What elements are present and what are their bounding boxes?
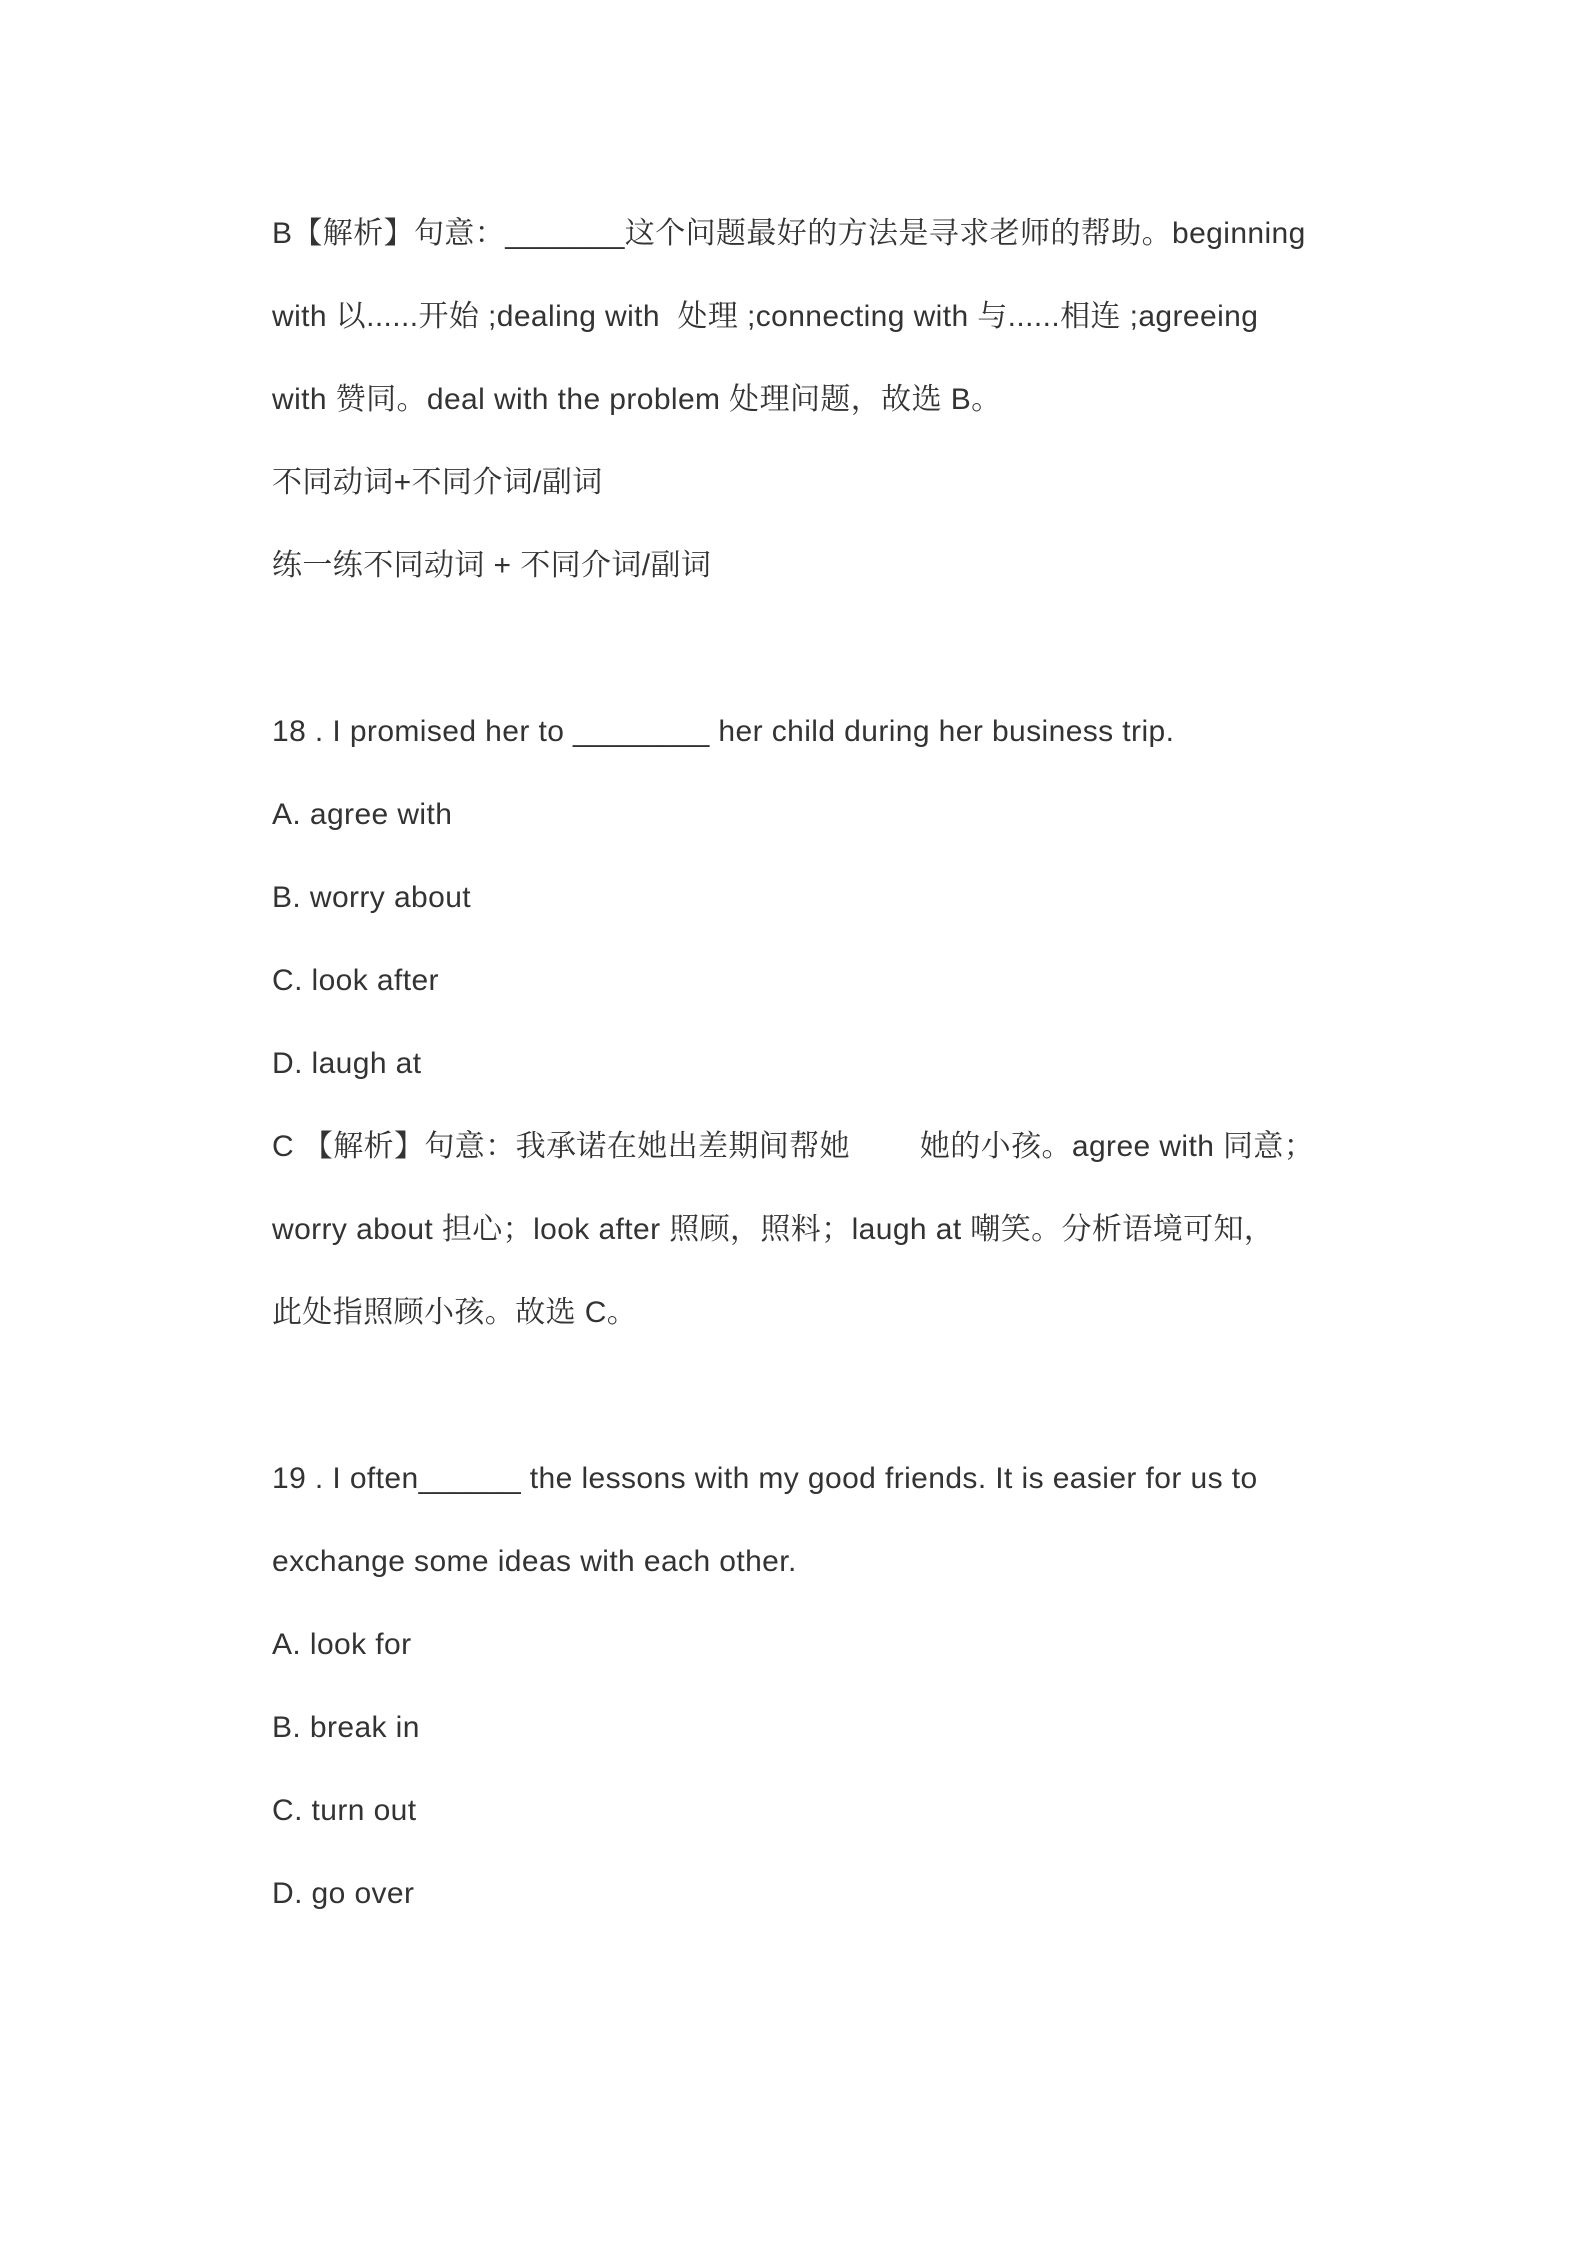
section-heading: 不同动词+不同介词/副词: [272, 466, 603, 499]
blank-line: [272, 1354, 1587, 1437]
answer-option-b: B. break in: [272, 1711, 420, 1744]
question-stem: 18 . I promised her to ________ her child during her business trip.: [272, 715, 1175, 748]
answer-explanation-line: C 【解析】句意：我承诺在她出差期间帮她 她的小孩。agree with 同意；: [272, 1130, 1315, 1163]
answer-option-c: C. look after: [272, 964, 439, 997]
explanation-line: B【解析】句意：_______这个问题最好的方法是寻求老师的帮助。beginning: [272, 217, 1306, 250]
answer-explanation-line: 此处指照顾小孩。故选 C。: [272, 1296, 638, 1329]
answer-option-b: B. worry about: [272, 881, 472, 914]
explanation-line: with 赞同。deal with the problem 处理问题，故选 B。: [272, 383, 1002, 416]
answer-option-a: A. look for: [272, 1628, 412, 1661]
answer-option-d: D. go over: [272, 1877, 415, 1910]
answer-explanation-line: worry about 担心；look after 照顾，照料；laugh at 嘲笑。分析语境可知，: [272, 1213, 1275, 1246]
answer-option-c: C. turn out: [272, 1794, 417, 1827]
answer-option-a: A. agree with: [272, 798, 453, 831]
practice-heading: 练一练不同动词 + 不同介词/副词: [272, 549, 712, 582]
previous-answer-explanation: [272, 192, 1587, 441]
blank-line: [272, 607, 1587, 690]
question-block-18: [272, 690, 1587, 1354]
question-stem: 19 . I often______ the lessons with my good friends. It is easier for us to: [272, 1462, 1258, 1495]
question-block-19: [272, 1437, 1587, 1935]
answer-option-d: D. laugh at: [272, 1047, 422, 1080]
explanation-line: with 以......开始 ;dealing with 处理 ;connecting with 与......相连 ;agreeing: [272, 300, 1259, 333]
question-stem: exchange some ideas with each other.: [272, 1545, 797, 1578]
